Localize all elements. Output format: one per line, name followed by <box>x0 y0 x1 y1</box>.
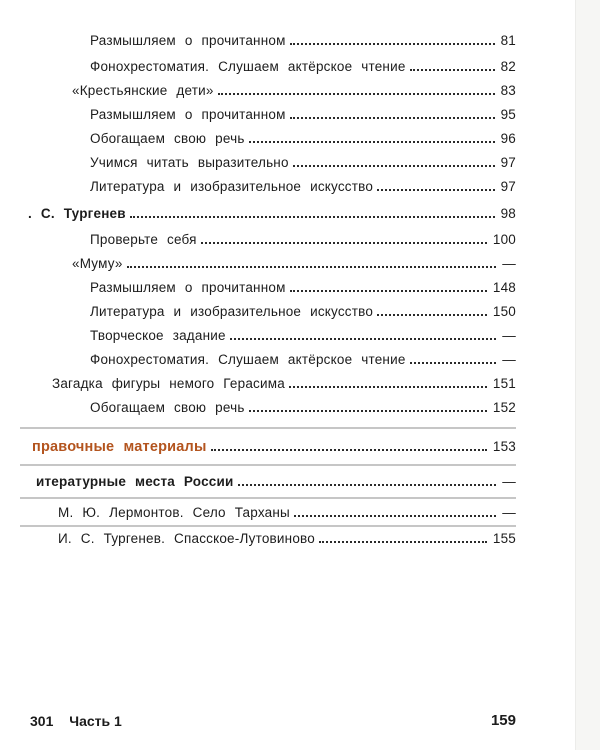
toc-entry-title: Проверьте себя <box>90 232 197 247</box>
toc-leader-dots <box>218 93 495 95</box>
toc-entry-page: 155 <box>492 531 516 546</box>
toc-entry[interactable] <box>90 104 516 124</box>
toc-leader-dots <box>238 484 497 486</box>
toc-entry-page: 151 <box>492 376 516 391</box>
toc-entry-title: Литература и изобразительное искусство <box>90 304 374 319</box>
toc-entry-page: 148 <box>492 280 516 295</box>
toc-entry[interactable] <box>90 176 516 196</box>
toc-leader-dots <box>290 290 487 292</box>
toc-author-heading[interactable] <box>28 203 516 223</box>
toc-entry-title: Литература и изобразительное искусство <box>90 179 374 194</box>
footer-page-number-right: 159 <box>490 712 516 729</box>
toc-entry-page: 153 <box>492 439 516 454</box>
toc-entry[interactable] <box>90 277 516 297</box>
toc-entry-title: Загадка фигуры немого Герасима <box>52 376 285 391</box>
toc-subsection-heading[interactable] <box>36 471 516 491</box>
toc-leader-dots <box>130 216 495 218</box>
toc-leader-dots <box>377 189 495 191</box>
toc-leader-dots <box>201 242 487 244</box>
toc-entry-page: — <box>502 256 516 271</box>
toc-entry-title: Фонохрестоматия. Слушаем актёрское чтение <box>90 59 406 74</box>
toc-entry-title: Размышляем о прочитанном <box>90 107 286 122</box>
footer-page-number-left: 301 <box>30 713 54 729</box>
toc-leader-dots <box>410 362 496 364</box>
toc-entry-title: «Крестьянские дети» <box>72 83 214 98</box>
toc-entry[interactable] <box>90 349 516 369</box>
toc-entry-page: — <box>502 352 516 367</box>
toc-leader-dots <box>290 43 495 45</box>
toc-entry-title: итературные места России <box>36 474 234 489</box>
toc-entry-page: 97 <box>500 179 516 194</box>
toc-leader-dots <box>294 515 496 517</box>
toc-section-heading[interactable] <box>32 436 516 456</box>
toc-leader-dots <box>249 141 495 143</box>
section-divider <box>20 427 516 429</box>
toc-entry-page: 98 <box>500 206 516 221</box>
toc-leader-dots <box>211 449 487 451</box>
toc-leader-dots <box>249 410 487 412</box>
page-edge-shade <box>575 0 600 750</box>
toc-entry[interactable] <box>90 128 516 148</box>
toc-entry[interactable] <box>90 56 516 76</box>
toc-leader-dots <box>293 165 495 167</box>
toc-entry-page: 95 <box>500 107 516 122</box>
toc-leader-dots <box>410 69 495 71</box>
section-divider <box>20 525 516 527</box>
toc-leader-dots <box>290 117 495 119</box>
toc-entry-page: — <box>502 505 516 520</box>
toc-entry-title: Учимся читать выразительно <box>90 155 289 170</box>
toc-entry-title: Творческое задание <box>90 328 226 343</box>
toc-entry-title: Размышляем о прочитанном <box>90 280 286 295</box>
toc-entry-page: 100 <box>492 232 516 247</box>
toc-entry[interactable] <box>90 397 516 417</box>
toc-entry[interactable] <box>58 528 516 548</box>
toc-entry-page: 152 <box>492 400 516 415</box>
toc-entry[interactable] <box>72 80 516 100</box>
toc-entry-page: 81 <box>500 33 516 48</box>
toc-entry[interactable] <box>90 30 516 50</box>
section-divider <box>20 464 516 466</box>
page-footer-left <box>0 713 122 729</box>
toc-entry[interactable] <box>90 229 516 249</box>
toc-entry[interactable] <box>72 253 516 273</box>
toc-entry-title: . С. Тургенев <box>28 206 126 221</box>
toc-entry-page: 82 <box>500 59 516 74</box>
toc-leader-dots <box>289 386 487 388</box>
toc-entry[interactable] <box>58 502 516 522</box>
toc-entry[interactable] <box>90 152 516 172</box>
toc-entry-page: 97 <box>500 155 516 170</box>
toc-entry-page: — <box>502 328 516 343</box>
toc-entry-page: — <box>502 474 516 489</box>
toc-entry-title: Обогащаем свою речь <box>90 400 245 415</box>
toc-entry[interactable] <box>90 325 516 345</box>
footer-part-label: Часть 1 <box>69 713 122 729</box>
toc-entry-title: М. Ю. Лермонтов. Село Тарханы <box>58 505 290 520</box>
toc-leader-dots <box>127 266 496 268</box>
toc-entry[interactable] <box>52 373 516 393</box>
toc-entry-title: Размышляем о прочитанном <box>90 33 286 48</box>
toc-leader-dots <box>319 541 487 543</box>
toc-entry-page: 83 <box>500 83 516 98</box>
toc-entry-title: Фонохрестоматия. Слушаем актёрское чтение <box>90 352 406 367</box>
toc-leader-dots <box>377 314 487 316</box>
toc-entry-page: 96 <box>500 131 516 146</box>
section-divider <box>20 497 516 499</box>
toc-entry-page: 150 <box>492 304 516 319</box>
toc-entry-title: И. С. Тургенев. Спасское-Лутовиново <box>58 531 315 546</box>
toc-entry-title: «Муму» <box>72 256 123 271</box>
toc-entry-title: Обогащаем свою речь <box>90 131 245 146</box>
toc-entry-title: правочные материалы <box>32 439 207 455</box>
toc-entry[interactable] <box>90 301 516 321</box>
toc-leader-dots <box>230 338 496 340</box>
